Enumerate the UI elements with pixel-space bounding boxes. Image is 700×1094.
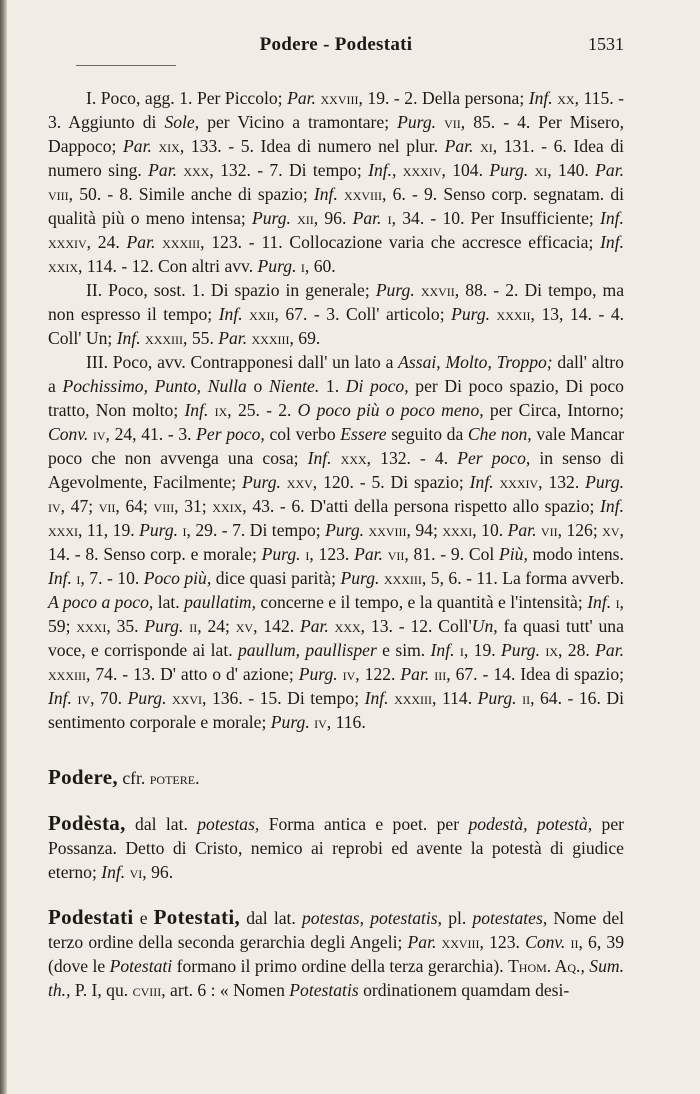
page-number: 1531 [588,34,624,54]
page-body [48,86,624,1002]
headword-potestati: Potestati, [153,905,241,929]
entry-podere: Podere, cfr. potere. [48,765,200,789]
entry-podestati: Podestati e Potestati, dal lat. potestas, potestatis, pl. potestates, Nome del terzo ordine della seconda gerarchia degli Angeli; Par. xxviii, 123. Conv. ii, 6, 39 (dove le Potestati formano il primo ordine della terza gerarchia). Thom. Aq., Sum. th., P. I, qu. cviii, art. 6 : « Nomen Potestatis ordinationem quamdam desi- [48,905,625,1000]
headword-podestati: Podestati [48,905,134,929]
poco-adjective-paragraph: I. Poco, agg. 1. Per Piccolo; Par. xxviii, 19. - 2. Della persona; Inf. xx, 115. - 3. Aggiunto di Sole, per Vicino a tramontare; Purg. vii, 85. - 4. Per Misero, Dappoco; Par. xix, 133. - 5. Idea di numero nel plur. Par. xi, 131. - 6. Idea di numero sing. Par. xxx, 132. - 7. Di tempo; Inf., xxxiv, 104. Purg. xi, 140. Par. viii, 50. - 8. Simile anche di spazio; Inf. xxviii, 6. - 9. Senso corp. segnatam. di qualità più o meno intensa; Purg. xii, 96. Par. i, 34. - 10. Per Insufficiente; Inf. xxxiv, 24. Par. xxxiii, 123. - 11. Collocazione varia che accresce efficacia; Inf. xxix, 114. - 12. Con altri avv. Purg. i, 60. [48,88,625,276]
poco-adverb-paragraph: III. Poco, avv. Contrapponesi dall' un lato a Assai, Molto, Troppo; dall' altro a Pochissimo, Punto, Nulla o Niente. 1. Di poco, per Di poco spazio, Di poco tratto, Non molto; Inf. ix, 25. - 2. O poco più o poco meno, per Circa, Intorno; Conv. iv, 24, 41. - 3. Per poco, col verbo Essere seguito da Che non, vale Mancar poco che non avvenga una cosa; Inf. xxx, 132. - 4. Per poco, in senso di Agevolmente, Facilmente; Purg. xxv, 120. - 5. Di spazio; Inf. xxxiv, 132. Purg. iv, 47; vii, 64; viii, 31; xxix, 43. - 6. D'atti della persona rispetto allo spazio; Inf. xxxi, 11, 19. Purg. i, 29. - 7. Di tempo; Purg. xxviii, 94; xxxi, 10. Par. vii, 126; xv, 14. - 8. Senso corp. e morale; Purg. i, 123. Par. vii, 81. - 9. Col Più, modo intens. Inf. i, 7. - 10. Poco più, dice quasi parità; Purg. xxxiii, 5, 6. - 11. La forma avverb. A poco a poco, lat. paullatim, concerne e il tempo, e la quantità e l'intensità; Inf. i, 59; xxxi, 35. Purg. ii, 24; xv, 142. Par. xxx, 13. - 12. Coll'Un, fa quasi tutt' una voce, e corrisponde ai lat. paullum, paullisper e sim. Inf. i, 19. Purg. ix, 28. Par. xxxiii, 74. - 13. D' atto o d' azione; Purg. iv, 122. Par. iii, 67. - 14. Idea di spazio; Inf. iv, 70. Purg. xxvi, 136. - 15. Di tempo; Inf. xxxiii, 114. Purg. ii, 64. - 16. Di sentimento corporale e morale; Purg. iv, 116. [48,352,625,732]
headword-podere: Podere, [48,765,118,789]
page-header [48,34,624,66]
running-title: Podere - Podestati [259,34,413,55]
headword-podesta: Podèsta, [48,811,126,835]
entry-podesta: Podèsta, dal lat. potestas, Forma antica e poet. per podestà, potestà, per Possanza. Detto di Cristo, nemico ai reprobi ed avente la potestà di giudice eterno; Inf. vi, 96. [48,811,624,882]
header-rule [76,65,176,66]
book-spine-shadow [0,0,7,1094]
poco-noun-paragraph: II. Poco, sost. 1. Di spazio in generale; Purg. xxvii, 88. - 2. Di tempo, ma non espresso il tempo; Inf. xxii, 67. - 3. Coll' articolo; Purg. xxxii, 13, 14. - 4. Coll' Un; Inf. xxxiii, 55. Par. xxxiii, 69. [48,280,625,348]
